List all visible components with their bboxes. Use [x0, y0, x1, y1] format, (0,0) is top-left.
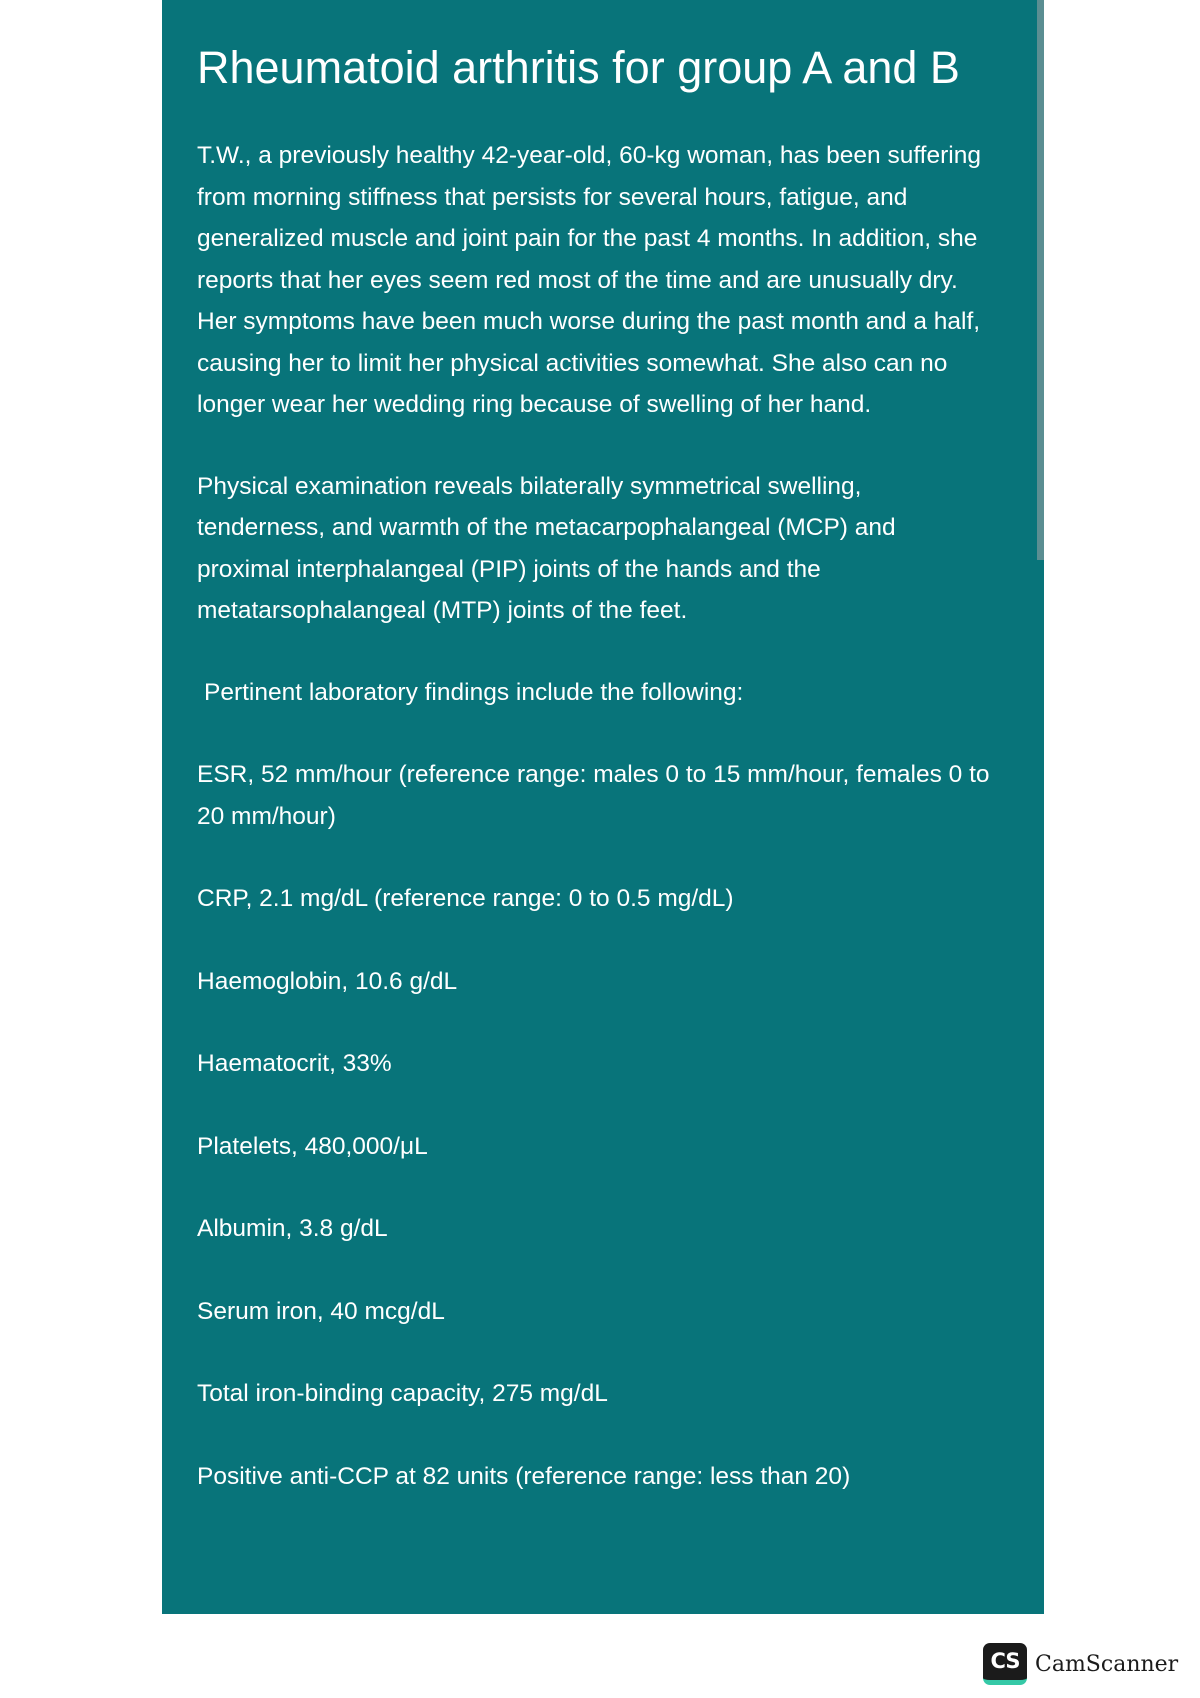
scrollbar[interactable] — [1037, 0, 1044, 560]
lab-finding-esr: ESR, 52 mm/hour (reference range: males 0 to 15 mm/hour, females 0 to 20 mm/hour) — [197, 761, 990, 830]
lab-finding-haemoglobin: Haemoglobin, 10.6 g/dL — [197, 967, 458, 995]
lab-finding-serum-iron: Serum iron, 40 mcg/dL — [197, 1297, 445, 1325]
lab-findings-intro: Pertinent laboratory findings include the following: — [204, 678, 744, 706]
lab-finding-tibc: Total iron-binding capacity, 275 mg/dL — [197, 1380, 608, 1407]
lab-finding-platelets: Platelets, 480,000/μL — [197, 1132, 428, 1160]
lab-finding-albumin: Albumin, 3.8 g/dL — [197, 1215, 388, 1242]
camscanner-logo-icon: CS — [983, 1643, 1027, 1685]
lab-finding-haematocrit: Haematocrit, 33% — [197, 1050, 392, 1077]
lab-findings-list — [197, 754, 992, 1497]
lab-finding-crp: CRP, 2.1 mg/dL (reference range: 0 to 0.5 mg/dL) — [197, 885, 734, 912]
document-card — [162, 0, 1044, 1614]
physical-exam-paragraph: Physical examination reveals bilaterally symmetrical swelling, tenderness, and warmth of the metacarpophalangeal (MCP) and proximal interphalangeal (PIP) joints of the hands and the metatarsophalangeal (MTP) joints of the feet. — [197, 472, 896, 624]
case-history-paragraph: T.W., a previously healthy 42-year-old, 60-kg woman, has been suffering from morning stiffness that persists for several hours, fatigue, and generalized muscle and joint pain for the past 4 months. In addition, she reports that her eyes seem red most of the time and are unusually dry. Her symptoms have been much worse during the past month and a half, causing her to limit her physical activities somewhat. She also can no longer wear her wedding ring because of swelling of her hand. — [197, 142, 981, 418]
camscanner-name: CamScanner — [1035, 1651, 1179, 1677]
camscanner-watermark — [983, 1642, 1178, 1686]
page-title: Rheumatoid arthritis for group A and B — [197, 42, 960, 93]
lab-finding-anti-ccp: Positive anti-CCP at 82 units (reference range: less than 20) — [197, 1462, 851, 1490]
